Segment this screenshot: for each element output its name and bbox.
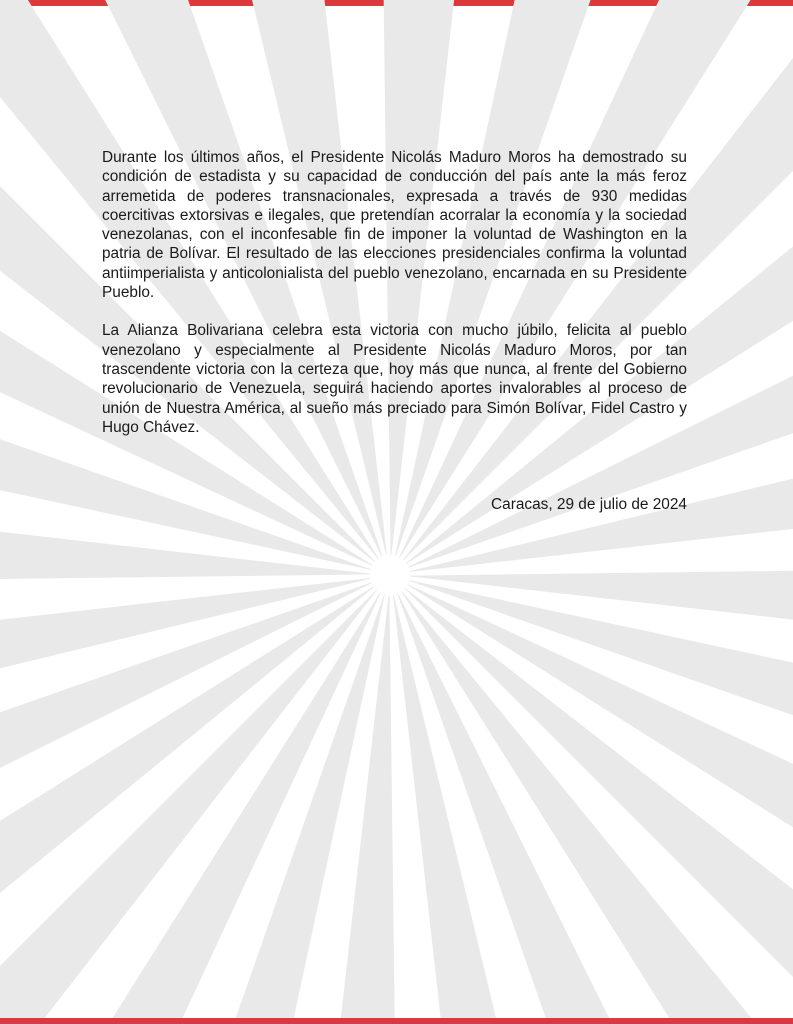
sunburst-ray: [393, 595, 647, 1024]
place-and-date: Caracas, 29 de julio de 2024: [491, 496, 687, 513]
paragraph-1: Durante los últimos años, el Presidente Nicolás Maduro Moros ha demostrado su condición de estadista y su capacidad de conducción del país ante la más feroz arremetida de poderes transnacionales, expresada a través de 930 medidas coercitivas extorsivas e ilegales, que pretendían acorralar la economía y la sociedad venezolanas, con el inconfesable fin de imponer la voluntad de Washington en la patria de Bolívar. El resultado de las elecciones presidenciales confirma la voluntad antiimperialista y anticolonialista del pueblo venezolano, encarnada en su Presidente Pueblo.: [102, 149, 687, 302]
paragraph-2: La Alianza Bolivariana celebra esta victoria con mucho júbilo, felicita al pueblo venezolano y especialmente al Presidente Nicolás Maduro Moros, por tan trascendente victoria con la certeza que, hoy más que nunca, al frente del Gobierno revolucionario de Venezuela, seguirá haciendo aportes invalorables al proceso de unión de Nuestra América, al sueño más preciado para Simón Bolívar, Fidel Castro y Hugo Chávez.: [102, 322, 687, 436]
letter-body: [102, 148, 687, 456]
bottom-accent-bar: [0, 1018, 793, 1024]
